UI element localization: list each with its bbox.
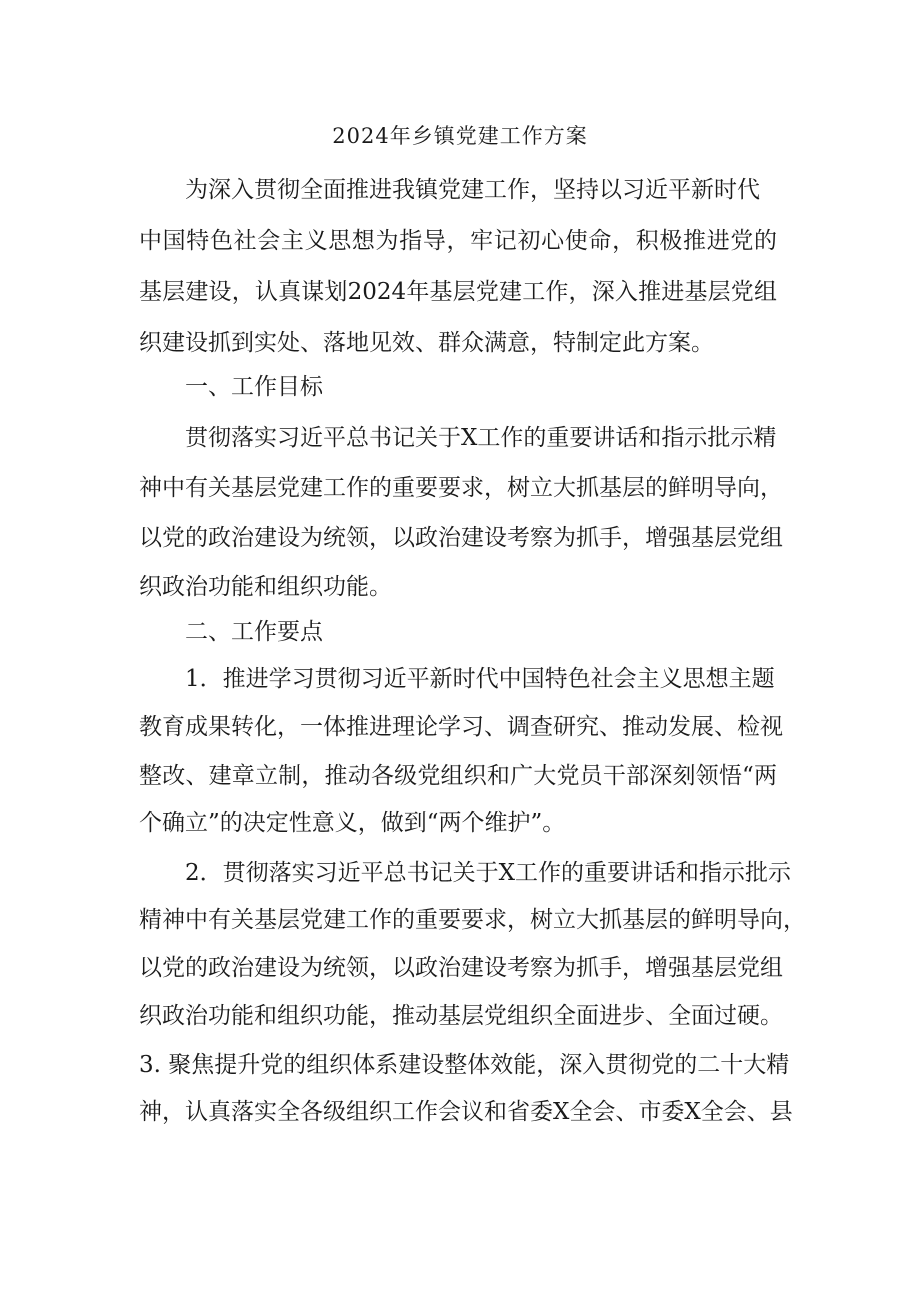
intro-line-1: 为深入贯彻全面推进我镇党建工作，坚持以习近平新时代 bbox=[185, 177, 760, 203]
section2-heading: 二、工作要点 bbox=[185, 619, 323, 645]
item1-line-4: 个确立”的决定性意义，做到“两个维护”。 bbox=[139, 810, 566, 836]
item1-line-2: 教育成果转化，一体推进理论学习、调查研究、推动发展、检视 bbox=[139, 714, 783, 740]
item2-line-3: 以党的政治建设为统领，以政治建设考察为抓手，增强基层党组 bbox=[139, 955, 783, 981]
item2-line-4: 织政治功能和组织功能，推动基层党组织全面进步、全面过硬。 bbox=[139, 1003, 783, 1029]
section1-heading: 一、工作目标 bbox=[185, 374, 323, 400]
item3-line-2: 神，认真落实全各级组织工作会议和省委X全会、市委X全会、县 bbox=[139, 1099, 793, 1125]
item1-line-1: 1．推进学习贯彻习近平新时代中国特色社会主义思想主题 bbox=[185, 666, 775, 692]
item2-line-1: 2．贯彻落实习近平总书记关于X工作的重要讲话和指示批示 bbox=[185, 860, 792, 886]
section1-line-3: 以党的政治建设为统领，以政治建设考察为抓手，增强基层党组 bbox=[139, 525, 783, 551]
intro-line-2: 中国特色社会主义思想为指导，牢记初心使命，积极推进党的 bbox=[139, 228, 777, 254]
section1-line-2: 神中有关基层党建工作的重要要求，树立大抓基层的鲜明导向， bbox=[139, 475, 783, 501]
item1-line-3: 整改、建章立制，推动各级党组织和广大党员干部深刻领悟“两 bbox=[139, 763, 777, 789]
document-title: 2024年乡镇党建工作方案 bbox=[332, 124, 588, 148]
item3-line-1: 3. 聚焦提升党的组织体系建设整体效能，深入贯彻党的二十大精 bbox=[139, 1052, 790, 1078]
intro-line-4: 织建设抓到实处、落地见效、群众满意，特制定此方案。 bbox=[139, 330, 714, 356]
section1-line-4: 织政治功能和组织功能。 bbox=[139, 574, 392, 600]
item2-line-2: 精神中有关基层党建工作的重要要求，树立大抓基层的鲜明导向， bbox=[139, 907, 806, 933]
intro-line-3: 基层建设，认真谋划2024年基层党建工作，深入推进基层党组 bbox=[139, 279, 777, 305]
section1-line-1: 贯彻落实习近平总书记关于X工作的重要讲话和指示批示精 bbox=[185, 425, 777, 451]
